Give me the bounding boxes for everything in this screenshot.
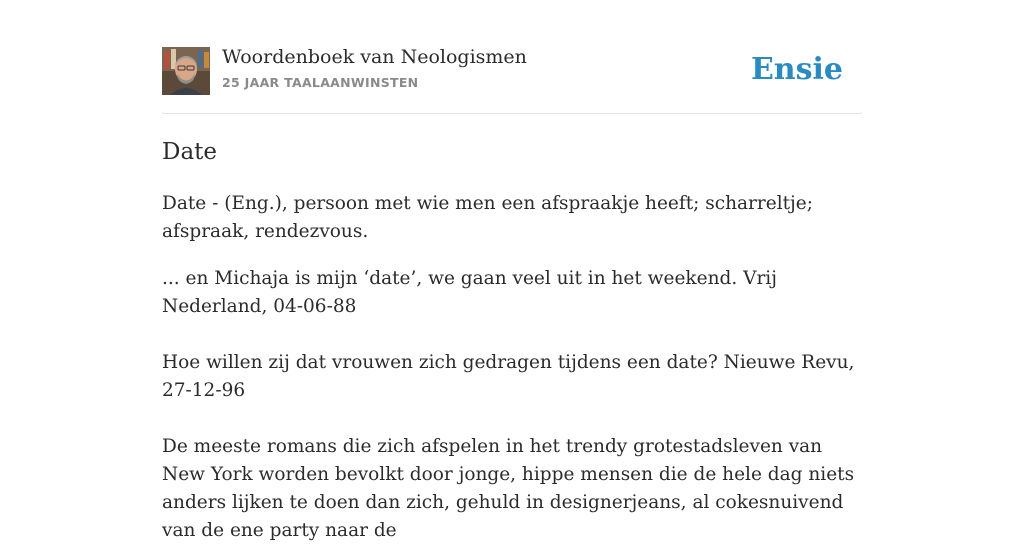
source-subtitle: 25 JAAR TAALAANWINSTEN	[222, 75, 419, 90]
entry-title: Date	[162, 139, 218, 165]
ensie-logo-link[interactable]: Ensie	[750, 52, 843, 87]
entry-definition: Date - (Eng.), persoon met wie men een afspraakje heeft; scharreltje; afspraak, rendezvous.	[162, 193, 813, 242]
source-title[interactable]: Woordenboek van Neologismen	[222, 46, 527, 68]
entry-quote: Hoe willen zij dat vrouwen zich gedragen tijdens een date? Nieuwe Revu, 27-12-96	[162, 352, 855, 401]
page	[162, 0, 862, 541]
entry-quote: ... en Michaja is mijn ‘date’, we gaan veel uit in het weekend. Vrij Nederland, 04-06-88	[162, 268, 777, 317]
author-portrait-icon[interactable]	[162, 47, 210, 95]
entry-quote: De meeste romans die zich afspelen in het trendy grotestadsleven van New York worden bevolkt door jonge, hippe mensen die de hele dag niets anders lijken te doen dan zich, gehuld in designerjeans, al cokesnuivend van de ene party naar de	[162, 436, 855, 541]
header	[162, 0, 862, 114]
